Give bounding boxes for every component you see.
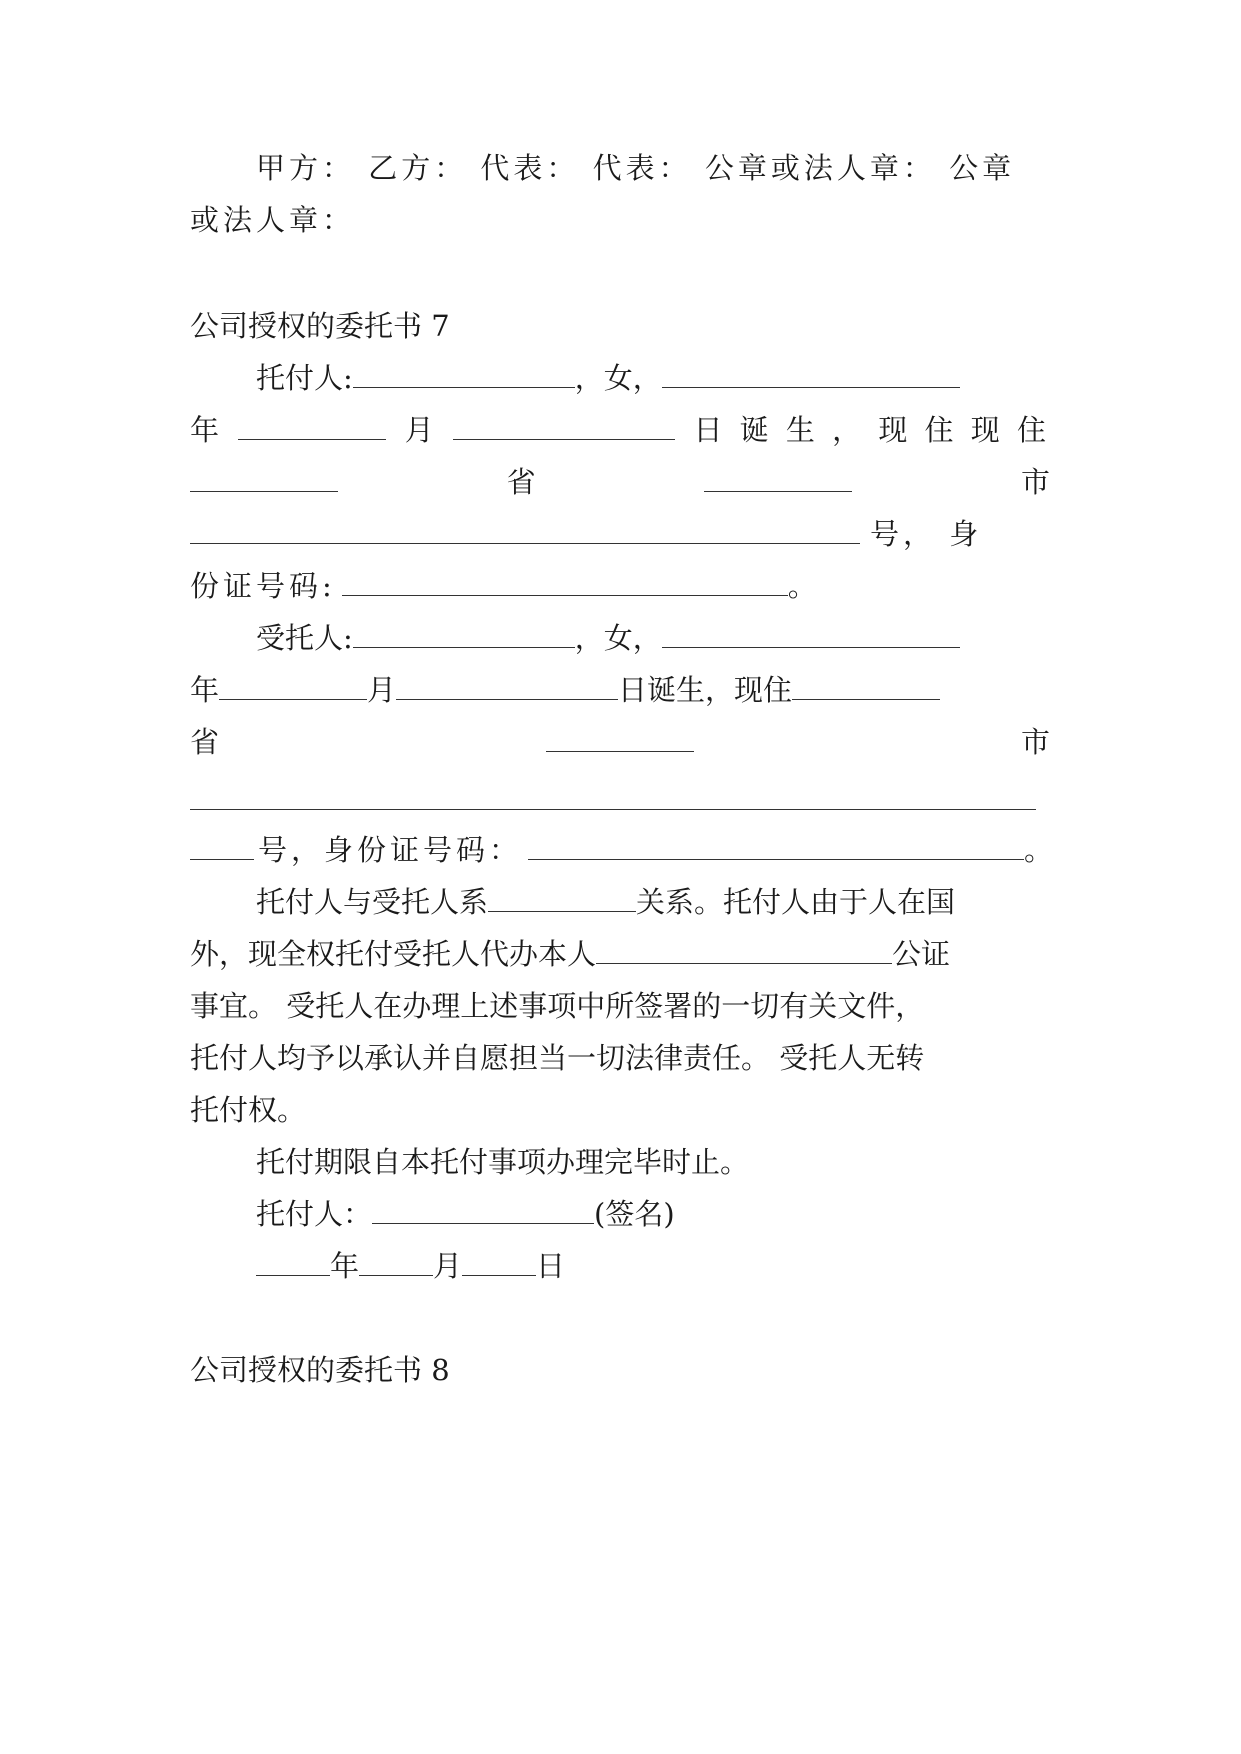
year-blank <box>219 677 367 700</box>
body-line-4: 托付人均予以承认并自愿担当一切法律责任。 受托人无转 <box>190 1041 925 1075</box>
relation-text-b: 关系。托付人由于人在国 <box>636 885 956 919</box>
body-line-3: 事宜。 受托人在办理上述事项中所签署的一切有关文件， <box>190 989 925 1023</box>
province-text: 省 <box>506 465 536 499</box>
date-day-blank <box>462 1253 536 1276</box>
number-id-text: 号，身份证号码： <box>258 833 523 867</box>
year-text: 年 <box>190 413 220 447</box>
month-text: 月 <box>367 673 397 707</box>
trustee-line-5 <box>190 830 1070 870</box>
entrustor-line-4 <box>190 514 1050 554</box>
body-text-2a: 外，现全权托付受托人代办本人 <box>190 937 597 971</box>
signature-line <box>256 1194 1050 1234</box>
city-text: 市 <box>1020 725 1050 759</box>
address-blank <box>190 787 1036 810</box>
born-text: 日诞生，现住 <box>618 673 793 707</box>
party-signature-line-cont: 或法人章： <box>190 203 356 237</box>
year-blank <box>238 417 386 440</box>
name-blank <box>353 625 575 648</box>
gender-text: ，女， <box>574 361 662 395</box>
day-blank <box>453 417 675 440</box>
entrustor-line-3 <box>190 462 1050 502</box>
entrustor-line-1 <box>256 358 1050 398</box>
residence-blank <box>792 677 940 700</box>
signature-suffix: (签名) <box>594 1197 675 1231</box>
address-blank-end <box>190 837 254 860</box>
id-label: 份证号码: <box>190 569 336 603</box>
date-month-blank <box>359 1253 433 1276</box>
body-text-2b: 公证 <box>892 937 951 971</box>
signature-label: 托付人： <box>256 1197 373 1231</box>
trustee-line-2 <box>190 670 1050 710</box>
gender-text: ，女， <box>574 621 662 655</box>
entrustor-line-5 <box>190 566 1050 606</box>
city-blank <box>704 469 852 492</box>
province-text: 省 <box>190 725 220 759</box>
month-text: 月 <box>404 413 434 447</box>
period-mark: 。 <box>1024 833 1054 867</box>
name-blank <box>353 365 575 388</box>
number-text: 号， 身 <box>870 517 983 551</box>
body-line-5: 托付权。 <box>190 1093 307 1127</box>
day-blank <box>396 677 618 700</box>
matter-blank <box>596 941 892 964</box>
entrustor-line-2 <box>190 410 1050 450</box>
id-blank <box>342 573 788 596</box>
date-month-text: 月 <box>433 1249 463 1283</box>
signature-blank <box>372 1201 594 1224</box>
body-line-2 <box>190 934 1050 974</box>
birth-year-blank <box>662 625 960 648</box>
section-heading-8: 公司授权的委托书 8 <box>190 1353 450 1387</box>
trustee-line-1 <box>256 618 1050 658</box>
address-blank <box>190 521 860 544</box>
province-blank <box>190 469 338 492</box>
party-signature-line: 甲方： 乙方： 代表： 代表： 公章或法人章： 公章 <box>256 151 1016 185</box>
date-line <box>256 1246 1050 1286</box>
date-day-text: 日 <box>536 1249 566 1283</box>
entrustor-label: 托付人: <box>256 361 353 395</box>
period-mark: 。 <box>787 569 817 603</box>
trustee-label: 受托人: <box>256 621 353 655</box>
period-line: 托付期限自本托付事项办理完毕时止。 <box>256 1145 750 1179</box>
birth-year-blank <box>662 365 960 388</box>
relation-line <box>256 882 1050 922</box>
relation-blank <box>488 889 636 912</box>
trustee-line-3 <box>190 722 1050 762</box>
section-heading-7: 公司授权的委托书 7 <box>190 309 450 343</box>
city-blank <box>546 729 694 752</box>
year-text: 年 <box>190 673 220 707</box>
city-text: 市 <box>1020 465 1050 499</box>
born-text: 日 诞 生 ， 现 住 现 住 <box>693 413 1050 447</box>
trustee-line-4 <box>190 780 1050 820</box>
relation-text-a: 托付人与受托人系 <box>256 885 489 919</box>
date-year-blank <box>256 1253 330 1276</box>
id-blank <box>528 837 1024 860</box>
date-year-text: 年 <box>330 1249 360 1283</box>
